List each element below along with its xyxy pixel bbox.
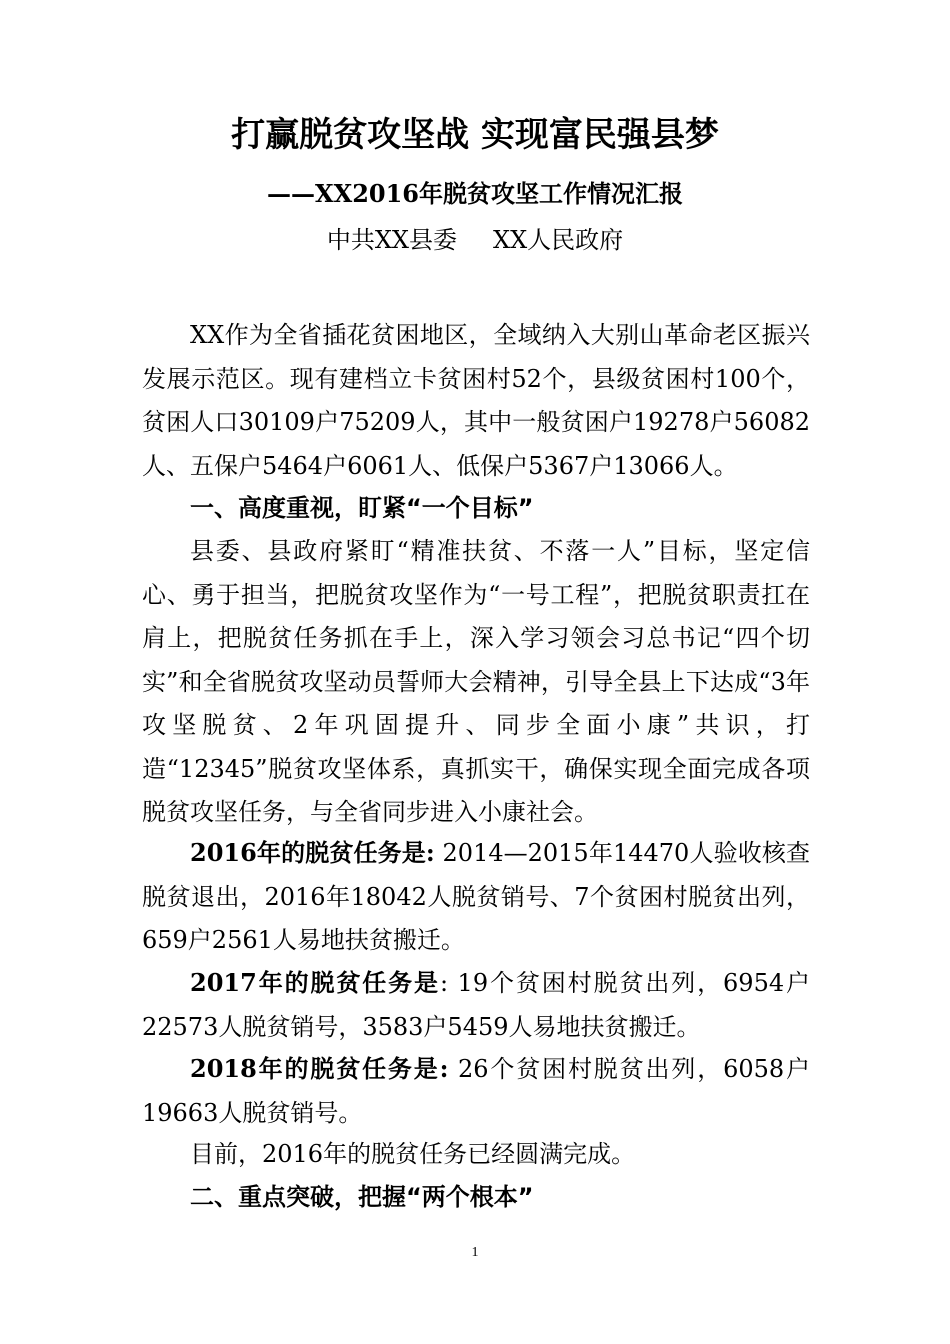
document-authors (0, 222, 950, 258)
task-2017-text: : 19个贫困村脱贫出列，6954户22573人脱贫销号，3583户5459人易地扶贫搬迁。 (142, 969, 811, 1041)
task-2016-paragraph (142, 831, 810, 963)
task-2017-paragraph (142, 961, 810, 1049)
author-party: 中共XX县委 (326, 226, 457, 254)
task-2017-label: 2017年的脱贫任务是 (190, 968, 440, 997)
section-2-heading: 二、重点突破，把握“两个根本” (190, 1183, 534, 1211)
task-2018-label: 2018年的脱贫任务是: (190, 1054, 449, 1083)
section-1-paragraph: 县委、县政府紧盯“精准扶贫、不落一人”目标，坚定信心、勇于担当，把脱贫攻坚作为“一号工程”，把脱贫职责扛在肩上，把脱贫任务抓在手上，深入学习领会习总书记“四个切实”和全省脱贫攻坚动员誓师大会精神，引导全县上下达成“3年攻坚脱贫、2年巩固提升、同步全面小康”共识，打造“12345”脱贫攻坚体系，真抓实干，确保实现全面完成各项脱贫攻坚任务，与全省同步进入小康社会。 (142, 537, 810, 826)
status-paragraph: 目前，2016年的脱贫任务已经圆满完成。 (190, 1140, 636, 1168)
task-2018-text: 26个贫困村脱贫出列，6058户19663人脱贫销号。 (142, 1055, 811, 1127)
author-government: XX人民政府 (493, 226, 624, 254)
section-1-heading: 一、高度重视，盯紧“一个目标” (190, 494, 534, 522)
task-2016-label: 2016年的脱贫任务是: (190, 838, 435, 867)
intro-paragraph: XX作为全省插花贫困地区，全域纳入大别山革命老区振兴发展示范区。现有建档立卡贫困村52个，县级贫困村100个，贫困人口30109户75209人，其中一般贫困户19278户56082人、五保户5464户6061人、低保户5367户13066人。 (142, 321, 810, 480)
page-number: 1 (471, 1245, 479, 1260)
document-title: 打赢脱贫攻坚战 实现富民强县梦 (231, 115, 719, 155)
document-subtitle: ——XX2016年脱贫攻坚工作情况汇报 (266, 179, 684, 208)
task-2018-paragraph (142, 1047, 810, 1135)
task-2016-text: 2014—2015年14470人验收核查脱贫退出，2016年18042人脱贫销号、7个贫困村脱贫出列，659户2561人易地扶贫搬迁。 (142, 839, 810, 954)
